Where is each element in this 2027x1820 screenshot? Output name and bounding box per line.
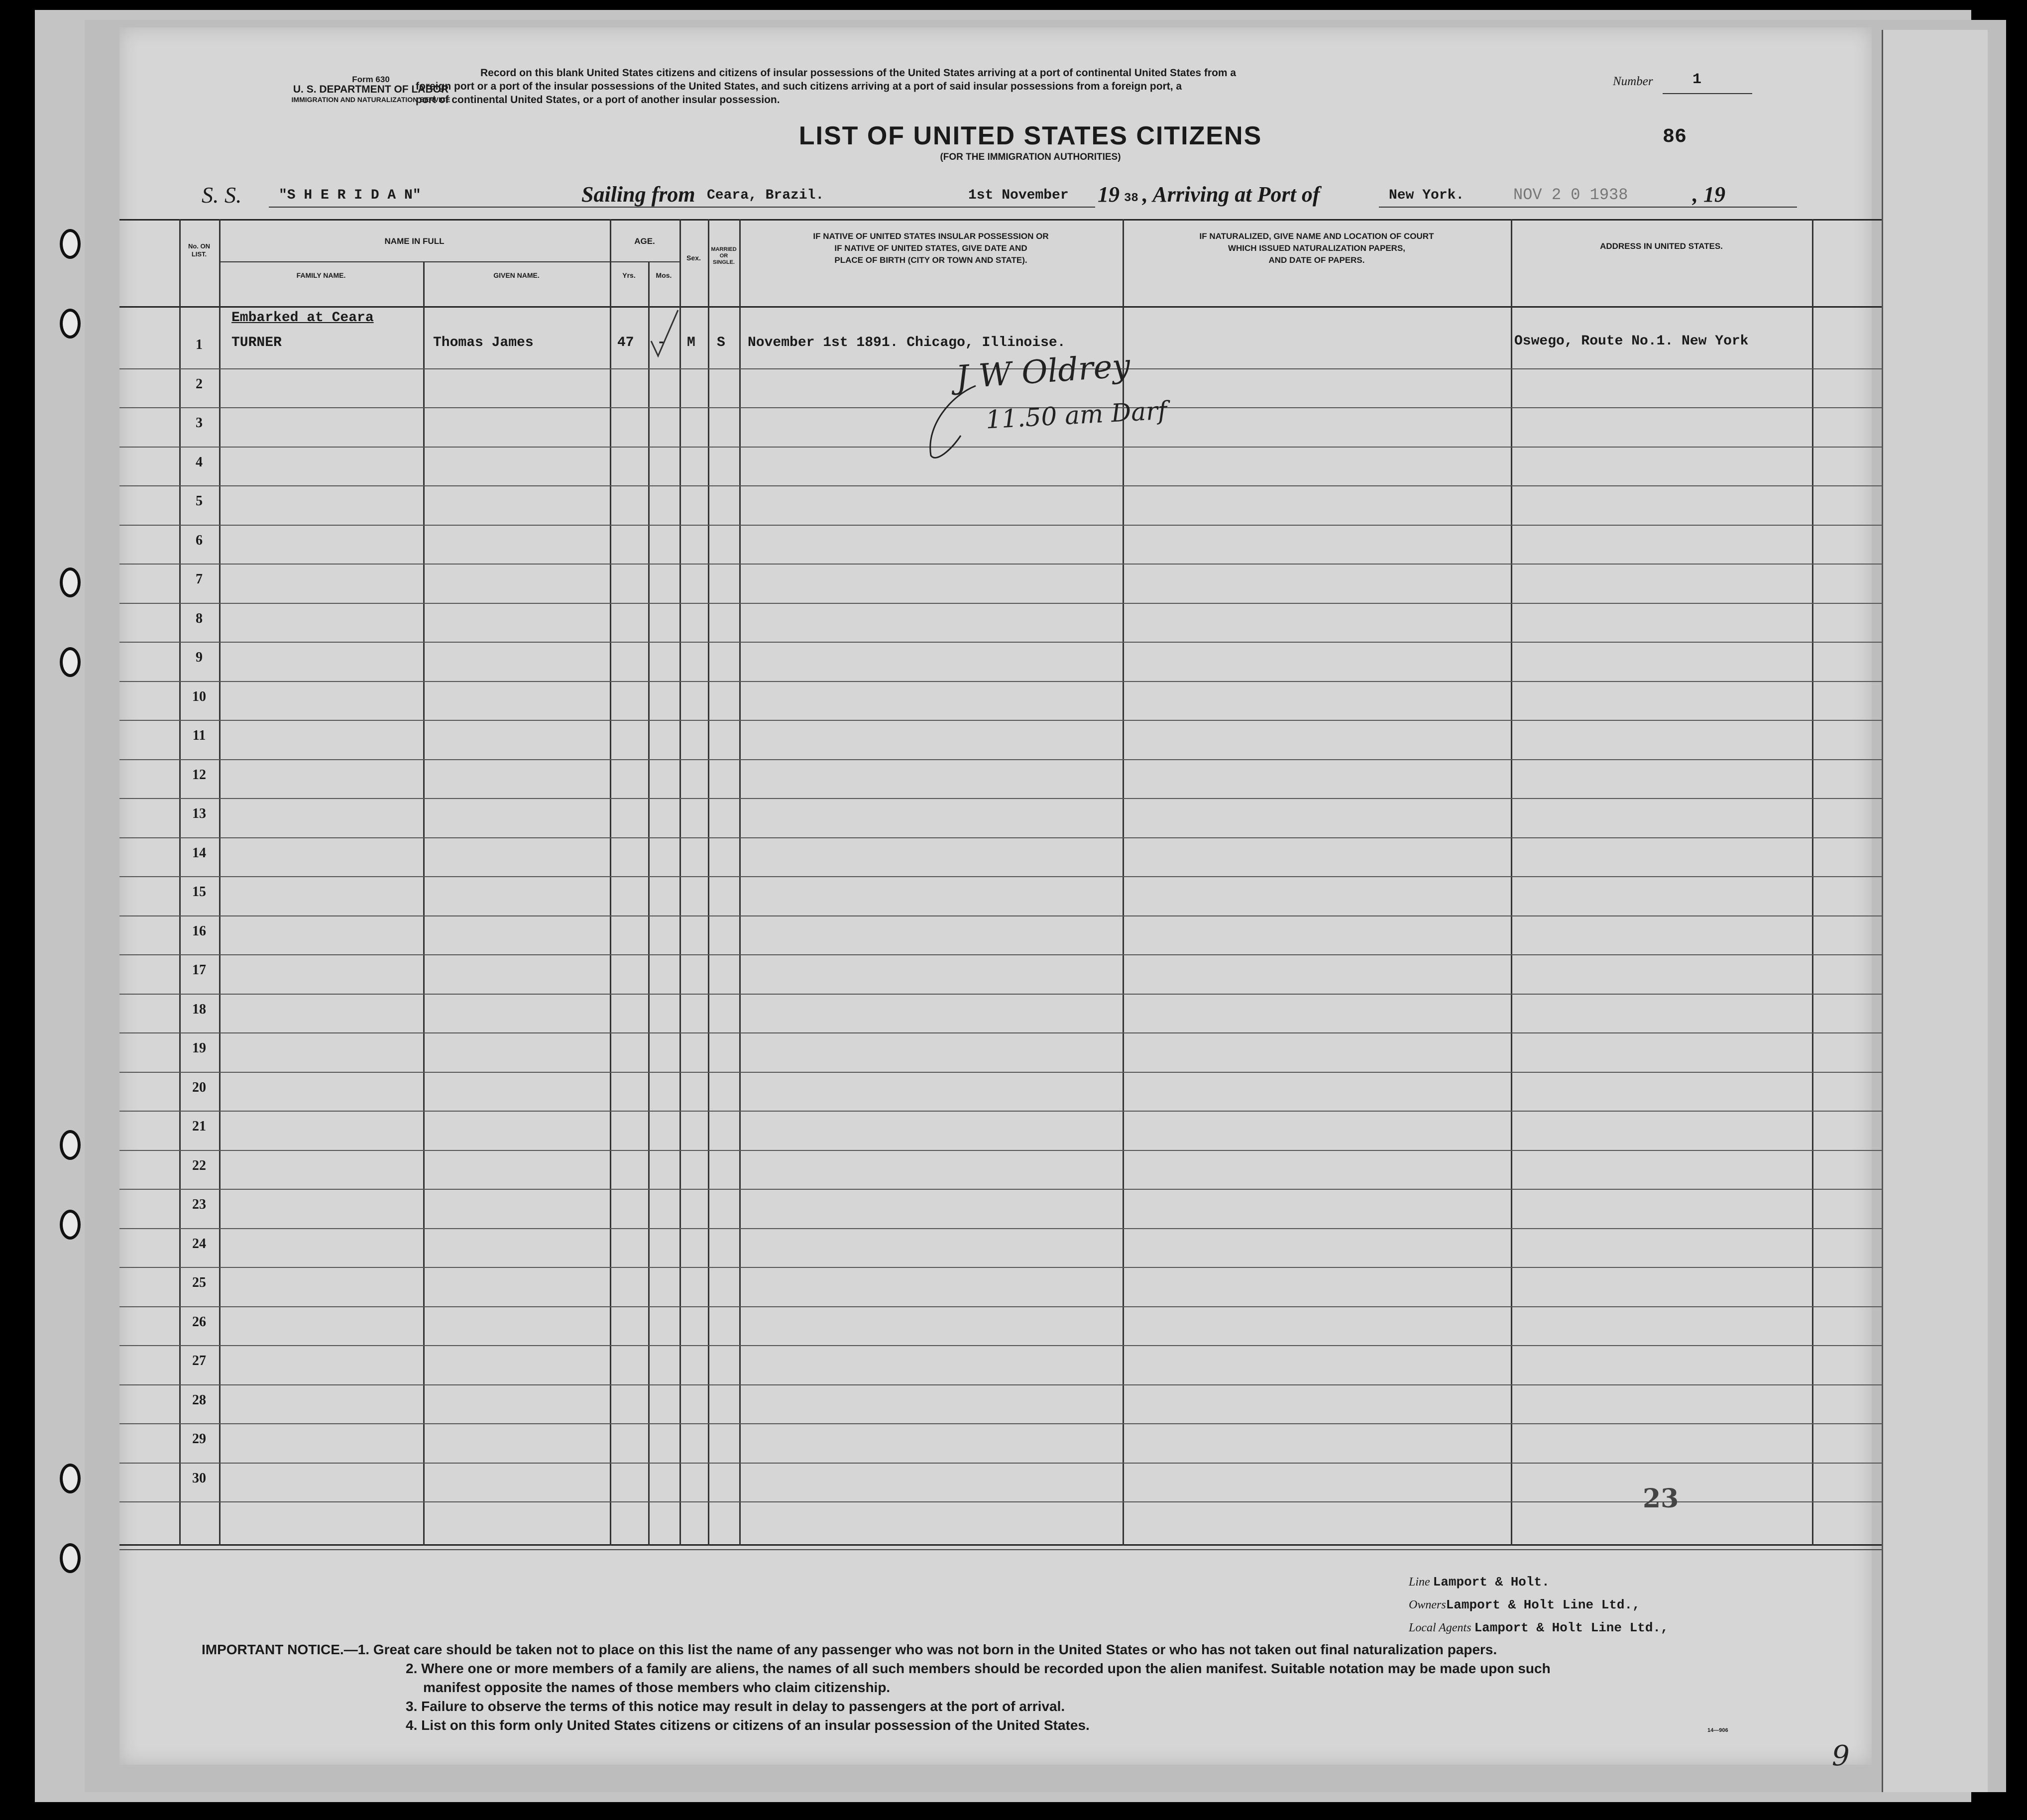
year-suffix: 38 [1124,192,1138,205]
row-number: 4 [196,454,203,470]
inspector-signature: J W Oldrey [954,347,1131,397]
row-number: 26 [192,1314,206,1330]
header-family-name: FAMILY NAME. [296,271,346,279]
form-instructions [416,66,1690,107]
passenger-age-months: - [657,335,666,350]
row-number: 21 [192,1119,206,1134]
header-years: Yrs. [622,271,636,279]
header-bottom-rule [119,306,1882,308]
column-divider [739,219,741,1546]
subheader-rule [219,261,679,262]
column-divider [708,219,709,1546]
row-number: 3 [196,415,203,431]
notice-line-1 [202,1640,1844,1659]
passenger-birth: November 1st 1891. Chicago, Illinoise. [748,335,1066,350]
row-number: 25 [192,1275,206,1290]
table-row [119,876,1882,877]
sailing-from-label: Sailing from [581,182,695,207]
line-row [1409,1571,1669,1593]
passenger-address: Oswego, Route No.1. New York [1514,334,1749,349]
number-label: Number [1613,75,1653,88]
row-number: 15 [192,884,206,900]
header-naturalized [1123,230,1511,266]
passenger-marital-status: S [717,335,725,350]
check-mark-icon [647,306,682,361]
arriving-label: , Arriving at Port of [1142,182,1320,207]
service-name: IMMIGRATION AND NATURALIZATION SERVICE [291,96,450,104]
table-row [119,485,1882,486]
page-subtitle: (FOR THE IMMIGRATION AUTHORITIES) [940,152,1121,162]
signature-flourish [916,376,986,465]
table-row [119,1111,1882,1112]
inspection-time-note: 11.50 am Darf [985,396,1168,435]
arrival-date-stamp: NOV 2 0 1938 [1513,186,1628,204]
line-value: Lamport & Holt. [1433,1575,1550,1590]
instructions-line: port of continental United States, or a port of another insular possession. [416,94,780,106]
table-row [119,994,1882,995]
sailing-from-value: Ceara, Brazil. [707,188,824,203]
row-number: 24 [192,1236,206,1251]
binder-hole [60,1464,81,1493]
agents-row [1409,1616,1669,1639]
table-row [119,1267,1882,1268]
corner-mark: 9 [1832,1740,1850,1772]
table-row [119,603,1882,604]
binder-hole [60,309,81,339]
header-married-single: MARRIED OR SINGLE. [711,246,737,265]
column-divider [423,261,425,1546]
row-number: 10 [192,688,206,704]
row-number: 18 [192,1001,206,1017]
notice-label: IMPORTANT NOTICE.—1. [202,1642,370,1657]
table-row [119,837,1882,838]
page-edge-stack [1882,30,1988,1792]
ship-name: "S H E R I D A N" [279,188,421,203]
table-bottom-rule [119,1544,1882,1546]
row-number: 14 [192,845,206,861]
agents-value: Lamport & Holt Line Ltd., [1474,1620,1669,1635]
row-number: 28 [192,1392,206,1408]
table-row [119,798,1882,799]
binder-hole [60,1210,81,1240]
owners-row [1409,1593,1669,1616]
row-number: 5 [196,493,203,509]
instructions-line: foreign port or a port of the insular possessions of the United States, and such citizens arriving at a port of said insular possessions from a foreign port, a [416,81,1182,92]
binder-hole [60,1543,81,1573]
row-number: 27 [192,1353,206,1368]
table-row [119,1463,1882,1464]
corner-number: 23 [1643,1483,1679,1514]
header-birth-line: PLACE OF BIRTH (CITY OR TOWN AND STATE). [834,255,1027,265]
page-title: LIST OF UNITED STATES CITIZENS [798,121,1262,150]
row-number: 20 [192,1079,206,1095]
table-row [119,1501,1882,1502]
header-age: AGE. [634,236,655,246]
notice-4: 4. List on this form only United States citizens or citizens of an insular possession of the United States. [406,1717,1090,1733]
row-number: 23 [192,1197,206,1212]
row-number: 16 [192,923,206,939]
important-notice [202,1640,1844,1735]
passenger-sex: M [687,335,695,350]
end-year-underline [1717,207,1782,208]
row-number: 29 [192,1431,206,1447]
header-no: No. ON LIST. [188,242,211,258]
column-divider [219,219,221,1546]
header-nat-line: IF NATURALIZED, GIVE NAME AND LOCATION OF COURT [1199,231,1434,241]
row-number: 22 [192,1157,206,1173]
table-row [119,915,1882,916]
row-number: 8 [196,610,203,626]
table-row [119,1032,1882,1033]
table-row [119,1072,1882,1073]
table-row [119,525,1882,526]
passenger-family-name: TURNER [231,335,282,350]
column-divider [1812,219,1813,1546]
page-number: 86 [1663,126,1687,148]
end-year: , 19 [1692,182,1725,207]
date-underline [961,207,1095,208]
sailing-underline [702,207,961,208]
header-given-name: GIVEN NAME. [493,271,540,279]
table-row [119,681,1882,682]
row-number: 7 [196,571,203,587]
binder-hole [60,1130,81,1160]
instructions-line: Record on this blank United States citizens and citizens of insular possessions of the United States arriving at a port of continental United States from a [480,67,1237,79]
row-number: 30 [192,1470,206,1486]
table-row [119,447,1882,448]
ss-label: S. S. [202,182,242,208]
manifest-sheet [119,27,1872,1772]
row-number: 2 [196,376,203,392]
form-print-code: 14—906 [1707,1727,1728,1733]
arriving-port: New York. [1389,188,1464,203]
table-row [119,1306,1882,1307]
row-number: 17 [192,962,206,978]
notice-2: 2. Where one or more members of a family are aliens, the names of all such members should be recorded upon the alien manifest. Suitable notation may be made upon such [406,1661,1551,1676]
year-prefix: 19 [1098,182,1120,207]
ship-line-block [1409,1571,1669,1639]
table-row [119,720,1882,721]
notice-1: Great care should be taken not to place on this list the name of any passenger who was not born in the United States or who has not taken out final naturalization papers. [373,1642,1497,1657]
table-bottom-rule-2 [119,1549,1882,1550]
column-divider [1511,219,1512,1546]
notice-3: 3. Failure to observe the terms of this notice may result in delay to passengers at the port of arrival. [406,1699,1065,1714]
form-number: Form 630 [352,75,390,84]
header-nat-line: AND DATE OF PAPERS. [1268,255,1365,265]
header-birth-line: IF NATIVE OF UNITED STATES INSULAR POSSESSION OR [813,231,1049,241]
binder-hole [60,229,81,259]
line-label: Line [1409,1576,1430,1589]
row-number: 13 [192,806,206,821]
table-row [119,1228,1882,1229]
header-sex: Sex. [686,254,701,262]
header-nat-line: WHICH ISSUED NATURALIZATION PAPERS, [1228,243,1406,253]
table-row [119,954,1882,955]
header-name-in-full: NAME IN FULL [384,236,445,246]
row-number: 11 [192,728,206,743]
number-value: 1 [1692,71,1702,88]
row-number: 1 [196,337,203,352]
binder-hole [60,647,81,677]
table-row [119,1189,1882,1190]
column-divider [610,219,611,1546]
owners-value: Lamport & Holt Line Ltd., [1446,1597,1640,1612]
column-divider [679,219,681,1546]
sailing-date: 1st November [968,188,1069,203]
embarked-note: Embarked at Ceara [231,310,374,326]
row-number: 6 [196,532,203,548]
header-address: ADDRESS IN UNITED STATES. [1600,241,1723,251]
number-underline [1663,93,1752,94]
column-divider [648,261,650,1546]
row-number: 9 [196,650,203,665]
row-number: 19 [192,1040,206,1056]
passenger-given-name: Thomas James [433,335,534,350]
owners-label: Owners [1409,1598,1446,1611]
department-name: U. S. DEPARTMENT OF LABOR [293,84,449,95]
passenger-age-years: 47 [617,335,634,350]
header-months: Mos. [656,271,672,279]
header-birth-line: IF NATIVE OF UNITED STATES, GIVE DATE AND [834,243,1027,253]
table-row [119,1384,1882,1385]
table-row [119,1423,1882,1424]
table-row [119,759,1882,760]
table-top-rule [119,219,1882,221]
table-row [119,1345,1882,1346]
row-number: 12 [192,767,206,783]
table-row [119,1150,1882,1151]
table-row [119,642,1882,643]
agents-label: Local Agents [1409,1621,1471,1634]
binder-hole [60,568,81,597]
notice-2-cont: manifest opposite the names of those members who claim citizenship. [423,1680,891,1695]
header-birth [739,230,1123,266]
table-row [119,564,1882,565]
